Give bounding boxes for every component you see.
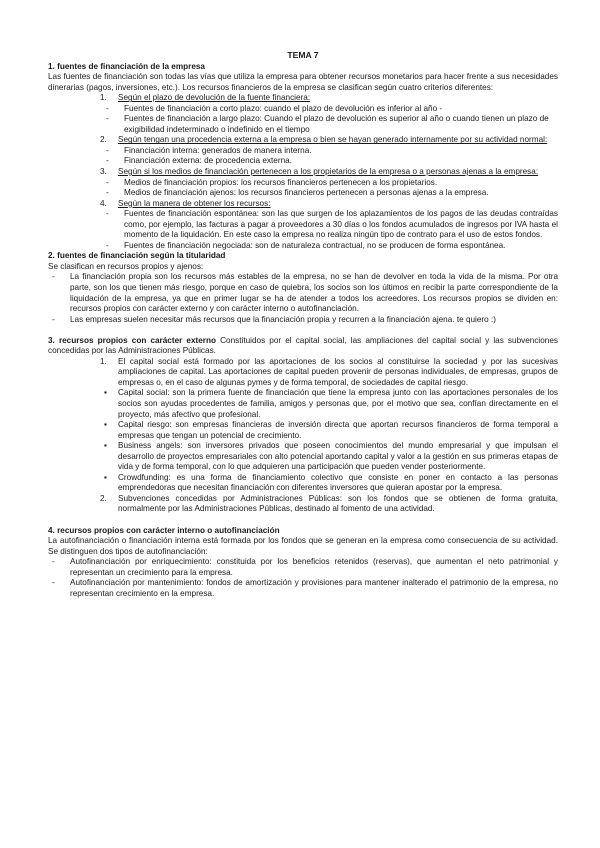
- s1-item-3-sub-2-text: Medios de financiación ajenos: los recursos financieros pertenecen a personas ajenas a la empresa.: [124, 188, 489, 198]
- s4-item-2: [48, 578, 558, 599]
- document-page: [48, 50, 558, 599]
- s1-item-1-sub-2: [48, 114, 558, 135]
- s4-item-2-text: Autofinanciación por mantenimiento: fondos de amortización y provisiones para mantener inalterado el patrimonio de la empresa, no representan crecimiento en la empresa.: [70, 578, 558, 598]
- s4-item-1: [48, 557, 558, 578]
- s3-item-1-text: El capital social está formado por las aportaciones de los socios al constituirse la sociedad y por las sucesivas ampliaciones de capital. Las aportaciones de capital pueden provenir de personas individuales, de empresas, grupos de empresas o, en el caso de algunas pymes y de forma temporal, de sociedades de capital riesgo.: [118, 356, 558, 387]
- s2-item-2: [48, 315, 558, 326]
- section-1-intro: Las fuentes de financiación son todas las vías que utiliza la empresa para obtener recursos monetarios para hacer frente a sus necesidades dinerarias (pagos, inversiones, etc.). Los recursos financieros de la empresa se clasifican según cuatro criterios diferentes:: [48, 72, 558, 92]
- s3-bullet-4-text: Crowdfunding: es una forma de financiamiento colectivo que consiste en poner en contacto a las personas emprendedoras que necesitan financiación con diferentes inversores que quieran apostar por la empresa.: [118, 472, 558, 493]
- s2-item-1: [48, 272, 558, 314]
- section-3-heading: 3. recursos propios con carácter externo: [48, 335, 216, 345]
- s1-item-2-sub-1: [48, 146, 558, 157]
- s3-bullet-4: [48, 473, 558, 494]
- dash-marker: -: [106, 114, 109, 124]
- s3-bullet-2: [48, 420, 558, 441]
- s3-item-1-number: 1.: [100, 356, 107, 366]
- section-2-intro: Se clasifican en recursos propios y ajenos:: [48, 261, 204, 271]
- s1-item-3-sub-1-text: Medios de financiación propios: los recursos financieros pertenecen a los propietarios.: [124, 177, 438, 187]
- dash-marker: -: [106, 240, 109, 250]
- s1-item-3: [48, 167, 558, 178]
- s1-item-1-number: 1.: [100, 93, 107, 103]
- s3-bullet-2-text: Capital riesgo: son empresas financieras de inversión directa que aportan recursos financieros de forma temporal a empresas que tengan un potencial de crecimiento.: [118, 420, 558, 440]
- section-2-heading: 2. fuentes de financiación según la titularidad: [48, 251, 226, 261]
- spacer: [48, 325, 558, 336]
- dash-marker: -: [52, 578, 55, 588]
- page-title: TEMA 7: [287, 50, 319, 60]
- s3-bullet-1-text: Capital social: son la primera fuente de financiación que tiene la empresa junto con las aportaciones personales de los socios son ayudas procedentes de familia, amigos y personas que, por el motivo que sea, confían directamente en el proyecto, más afectivo que profesional.: [118, 388, 558, 419]
- s1-item-3-label: Según si los medios de financiación pertenecen a los propietarios de la empresa o a personas ajenas a la empresa:: [118, 167, 539, 177]
- s1-item-3-number: 3.: [100, 167, 107, 177]
- s3-bullet-3-text: Business angels: son inversores privados que poseen conocimientos del mundo empresarial y que impulsan el desarrollo de proyectos empresariales con alto potencial aportando capital y valor a la gestión en sus primeras etapas de vida y de forma temporal, con lo que adquieren una participación que pueden vender posteriormente.: [118, 441, 558, 472]
- s1-item-2: [48, 135, 558, 146]
- s1-item-4-sub-1-text: Fuentes de financiación espontánea: son las que surgen de los aplazamientos de los pagos de las deudas contraídas como, por ejemplo, las facturas a pagar a proveedores a 30 días o los fondos acumulados de ingresos por IVA hasta el momento de la liquidación. En este caso la empresa no realiza ningún tipo de contrato para el uso de estos fondos.: [124, 209, 558, 240]
- s1-item-2-number: 2.: [100, 135, 107, 145]
- s1-item-4-label: Según la manera de obtener los recursos:: [118, 198, 271, 208]
- dash-marker: -: [52, 272, 55, 282]
- s1-item-3-sub-2: [48, 188, 558, 199]
- dash-marker: -: [106, 188, 109, 198]
- section-4-intro: La autofinanciación o financiación interna está formada por los fondos que se generan en la empresa como consecuencia de su actividad. Se distinguen dos tipos de autofinanciación:: [48, 536, 558, 556]
- s1-item-2-sub-1-text: Financiación interna: generados de manera interna.: [124, 145, 312, 155]
- dash-marker: -: [52, 314, 55, 324]
- bullet-marker: ▪: [104, 388, 107, 398]
- s3-bullet-1: [48, 388, 558, 420]
- dash-marker: -: [106, 177, 109, 187]
- bullet-marker: ▪: [104, 420, 107, 430]
- bullet-marker: ▪: [104, 441, 107, 451]
- s1-item-4-number: 4.: [100, 198, 107, 208]
- section-3-paragraph: [48, 336, 558, 357]
- s3-item-2: [48, 494, 558, 515]
- dash-marker: -: [106, 145, 109, 155]
- section-3-intro: Constituidos por el capital social, las ampliaciones del capital social y las subvenciones concedidas por las Administraciones Públicas.: [48, 335, 558, 356]
- s1-item-1-label: Según el plazo de devolución de la fuente financiera:: [118, 93, 311, 103]
- s1-item-4: [48, 199, 558, 210]
- s1-item-2-sub-2: [48, 156, 558, 167]
- s1-item-1: [48, 93, 558, 104]
- s3-item-2-text: Subvenciones concedidas por Administraciones Públicas: son los fondos que se obtienen de forma gratuita, normalmente por las Administraciones Públicas, destinado al fomento de una actividad.: [118, 493, 558, 514]
- s1-item-4-sub-2-text: Fuentes de financiación negociada: son de naturaleza contractual, no se producen de forma espontánea.: [124, 240, 506, 250]
- s4-item-1-text: Autofinanciación por enriquecimiento: constituida por los beneficios retenidos (reservas), que aumentan el neto patrimonial y representan un crecimiento para la empresa.: [70, 557, 558, 577]
- section-4-heading: 4. recursos propios con carácter interno o autofinanciación: [48, 525, 280, 535]
- dash-marker: -: [106, 103, 109, 113]
- s2-item-1-text: La financiación propia son los recursos más estables de la empresa, no se han de devolver en toda la vida de la misma. Por otra parte, son los que tienen más riesgo, porque en caso de quiebra, los socios son los últimos en recibir la parte correspondiente de la liquidación de la empresa, ya que en primer lugar se ha de atender a todos los acreedores. Los recursos propios se dividen en: recursos propios con carácter externo y con carácter interno o autofinanciación.: [70, 272, 558, 314]
- s1-item-2-sub-2-text: Financiación externa: de procedencia externa.: [124, 156, 292, 166]
- section-1-heading: 1. fuentes de financiación de la empresa: [48, 61, 205, 71]
- s1-item-3-sub-1: [48, 178, 558, 189]
- s3-item-1: [48, 357, 558, 389]
- s3-item-2-number: 2.: [100, 493, 107, 503]
- s2-item-2-text: Las empresas suelen necesitar más recursos que la financiación propia y recurren a la financiación ajena. te quiero :): [70, 314, 496, 324]
- dash-marker: -: [106, 209, 109, 219]
- s1-item-1-sub-1-text: Fuentes de financiación a corto plazo: cuando el plazo de devolución es inferior al año -: [124, 103, 443, 113]
- s1-item-4-sub-1: [48, 209, 558, 241]
- s1-item-1-sub-2-text: Fuentes de financiación a largo plazo: Cuando el plazo de devolución es superior al año o cuando tienen un plazo de exigibilidad indeterminado o indefinido en el tiempo: [124, 114, 549, 134]
- s1-item-4-sub-2: [48, 241, 558, 252]
- dash-marker: -: [106, 156, 109, 166]
- s1-item-2-label: Según tengan una procedencia externa a la empresa o bien se hayan generado internamente por su actividad normal:: [118, 135, 548, 145]
- bullet-marker: ▪: [104, 472, 107, 482]
- spacer: [48, 515, 558, 526]
- s1-item-1-sub-1: [48, 104, 558, 115]
- dash-marker: -: [52, 557, 55, 567]
- s3-bullet-3: [48, 441, 558, 473]
